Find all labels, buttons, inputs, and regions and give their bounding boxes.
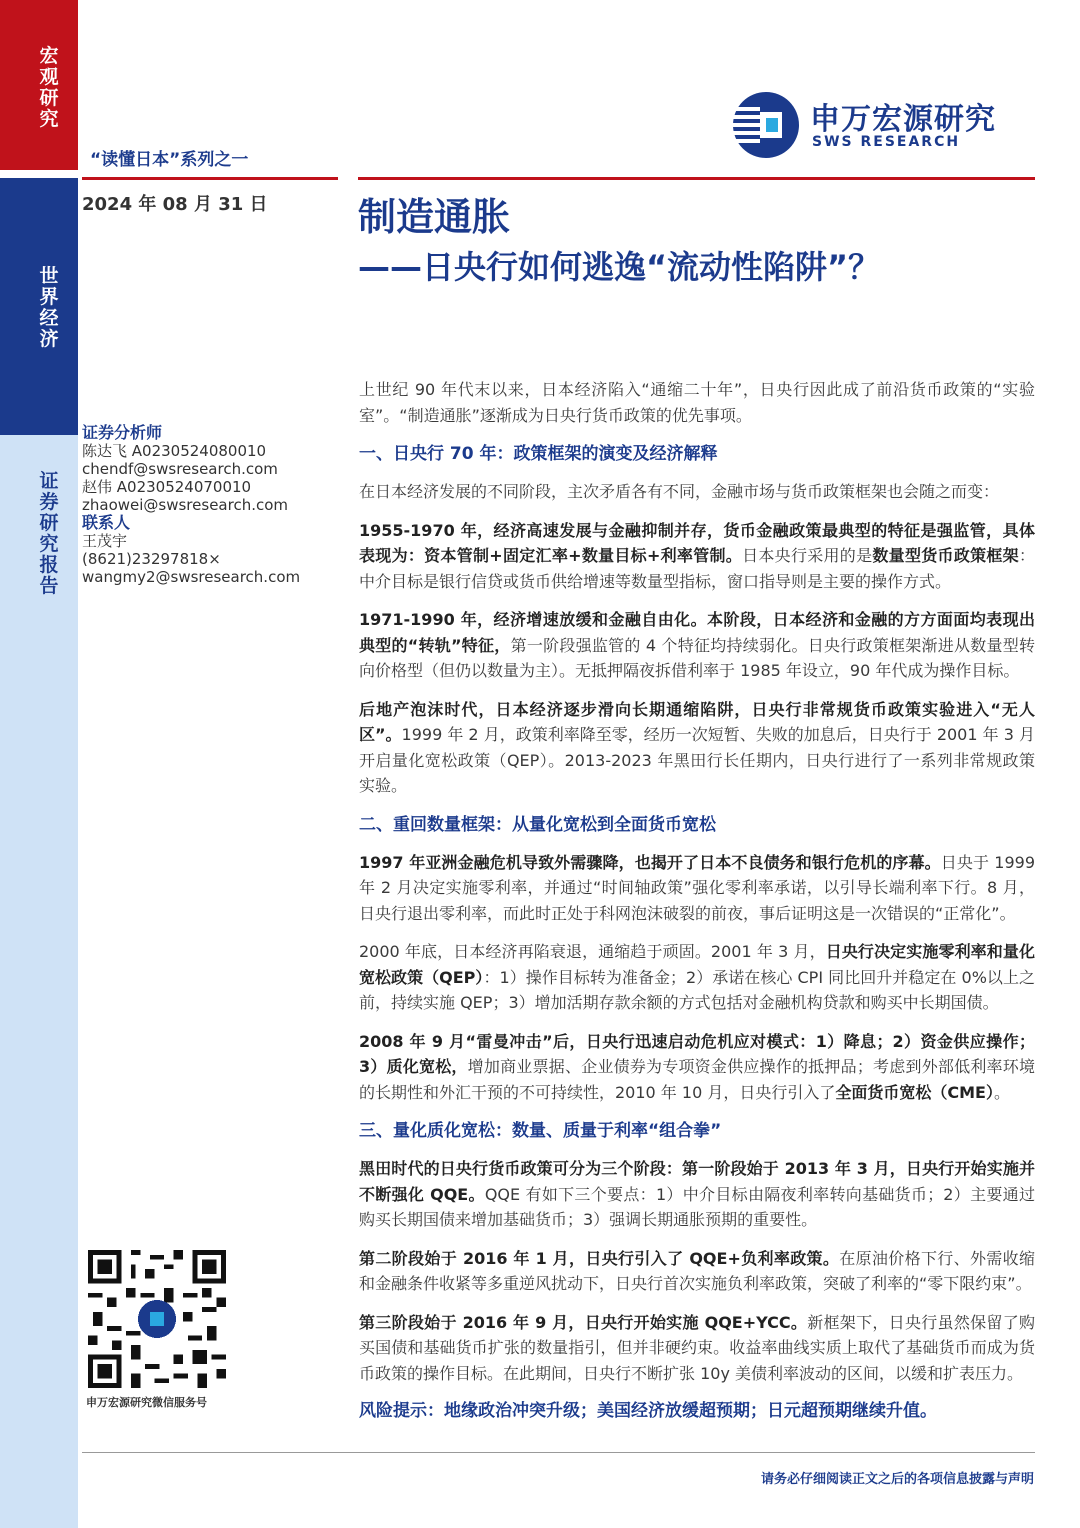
analyst-label: 证券分析师: [82, 423, 163, 442]
report-date: 2024 年 08 月 31 日: [82, 194, 268, 215]
paragraph: 1955-1970 年，经济高速发展与金融抑制并存，货币金融政策最典型的特征是强监管，具体表现为：资本管制+固定汇率+数量目标+利率管制。日本央行采用的是数量型货币政策框架：中介目标是银行信贷或货币供给增速等数量型指标，窗口指导则是主要的操作方式。: [359, 520, 1035, 591]
analyst-panel: [82, 424, 342, 586]
analyst-email[interactable]: zhaowei@swsresearch.com: [82, 496, 289, 514]
disclaimer-notice[interactable]: 请务必仔细阅读正文之后的各项信息披露与声明: [760, 1472, 1034, 1487]
risk-warning: 风险提示：地缘政治冲突升级；美国经济放缓超预期；日元超预期继续升值。: [359, 1401, 937, 1421]
company-logo: [728, 90, 1028, 160]
sidebar-band-light: [0, 435, 78, 1528]
section-3-heading: 三、量化质化宽松：数量、质量于利率“组合拳”: [359, 1121, 722, 1141]
contact-phone: (8621)23297818×: [82, 550, 221, 568]
series-label: “读懂日本”系列之一: [90, 150, 249, 170]
tag-securities-report: 证券研究报告: [39, 470, 59, 597]
footer-rule: [82, 1452, 1035, 1453]
tag-macro-research: 宏观研究: [39, 45, 59, 130]
contact-email[interactable]: wangmy2@swsresearch.com: [82, 568, 301, 586]
paragraph: 2000 年底，日本经济再陷衰退，通缩趋于顽固。2001 年 3 月，日央行决定实施零利率和量化宽松政策（QEP）：1）操作目标转为准备金；2）承诺在核心 CPI 同比回升并稳定在 0%以上之前，持续实施 QEP；3）增加活期存款余额的方式包括对金融机构贷款和购买中长期国债。: [359, 942, 1035, 1012]
report-body: [359, 377, 1035, 1438]
paragraph: 黑田时代的日央行货币政策可分为三个阶段：第一阶段始于 2013 年 3 月，日央行开始实施并不断强化 QQE。QQE 有如下三个要点：1）中介目标由隔夜利率转向基础货币；2）主要通过购买长期国债来增加基础货币；3）强调长期通胀预期的重要性。: [359, 1159, 1035, 1229]
logo-icon: [728, 90, 804, 160]
sidebar-band-red: [0, 0, 78, 170]
logo-text-cn: 申万宏源研究: [810, 102, 996, 137]
analyst-line: 赵伟 A0230524070010: [82, 478, 252, 496]
header-rule-left: [82, 177, 338, 180]
sidebar-band-navy: [0, 178, 78, 435]
paragraph: 第三阶段始于 2016 年 9 月，日央行开始实施 QQE+YCC。新框架下，日央行虽然保留了购买国债和基础货币扩张的数量指引，但并非硬约束。收益率曲线实质上取代了基础货币而成为货币政策的操作目标。在此期间，日央行不断扩张 10y 美债利率波动的区间，以缓和扩表压力。: [359, 1312, 1035, 1383]
report-subtitle: ——日央行如何逃逸“流动性陷阱”？: [358, 248, 881, 286]
header-rule-right: [358, 177, 1035, 180]
qr-caption: 申万宏源研究微信服务号: [86, 1396, 207, 1409]
analyst-line: 陈达飞 A0230524080010: [82, 442, 267, 460]
analyst-email[interactable]: chendf@swsresearch.com: [82, 460, 278, 478]
logo-text-en: SWS RESEARCH: [812, 134, 961, 150]
paragraph: 第二阶段始于 2016 年 1 月，日央行引入了 QQE+负利率政策。在原油价格下行、外需收缩和金融条件收紧等多重逆风扰动下，日央行首次实施负利率政策，突破了利率的“零下限约束”。: [359, 1248, 1035, 1293]
contact-name: 王茂宇: [82, 532, 128, 550]
intro-paragraph: 上世纪 90 年代末以来，日本经济陷入“通缩二十年”，日央行因此成了前沿货币政策的“实验室”。“制造通胀”逐渐成为日央行货币政策的优先事项。: [359, 380, 1035, 425]
paragraph: 1997 年亚洲金融危机导致外需骤降，也揭开了日本不良债务和银行危机的序幕。日央于 1999 年 2 月决定实施零利率，并通过“时间轴政策”强化零利率承诺，以引导长端利率下行。8 月，日央行退出零利率，而此时正处于科网泡沫破裂的前夜，事后证明这是一次错误的“正常化”。: [359, 852, 1035, 923]
contact-label: 联系人: [82, 513, 131, 532]
paragraph: 1971-1990 年，经济增速放缓和金融自由化。本阶段，日本经济和金融的方方面面均表现出典型的“转轨”特征，第一阶段强监管的 4 个特征均持续弱化。日央行政策框架渐进从数量型转向价格型（但仍以数量为主）。无抵押隔夜拆借利率于 1985 年设立，90 年代成为操作目标。: [359, 610, 1035, 680]
tag-world-economy: 世界经济: [39, 265, 59, 350]
paragraph: 后地产泡沫时代，日本经济逐步滑向长期通缩陷阱，日央行非常规货币政策实验进入“无人区”。1999 年 2 月，政策利率降至零，经历一次短暂、失败的加息后，日央行于 2001 年 3 月开启量化宽松政策（QEP）。2013-2023 年黑田行长任期内，日央行进行了一系列非常规政策实验。: [359, 699, 1035, 795]
qr-code-icon: [88, 1250, 226, 1388]
paragraph: 2008 年 9 月“雷曼冲击”后，日央行迅速启动危机应对模式：1）降息；2）资金供应操作；3）质化宽松，增加商业票据、企业债券为专项资金供应操作的抵押品；考虑到外部低利率环境的长期性和外汇干预的不可持续性，2010 年 10 月，日央行引入了全面货币宽松（CME）。: [359, 1031, 1035, 1102]
report-title: 制造通胀: [358, 195, 511, 239]
paragraph: 在日本经济发展的不同阶段，主次矛盾各有不同，金融市场与货币政策框架也会随之而变：: [359, 482, 1000, 501]
section-1-heading: 一、日央行 70 年：政策框架的演变及经济解释: [359, 444, 718, 464]
section-2-heading: 二、重回数量框架：从量化宽松到全面货币宽松: [359, 814, 716, 835]
